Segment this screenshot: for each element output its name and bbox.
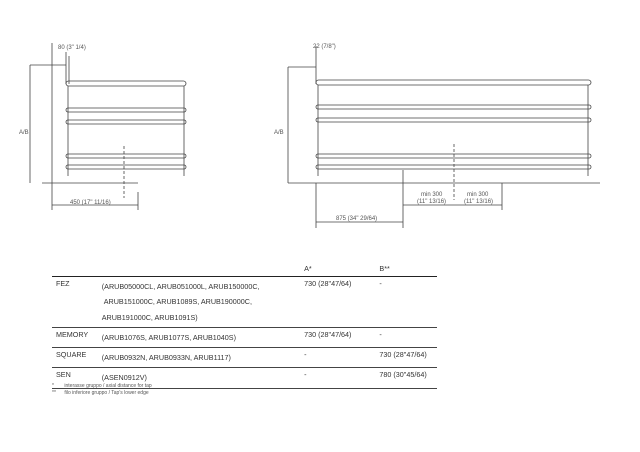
table-row — [52, 327, 437, 347]
right-top-dimension: 22 (7/8") — [313, 44, 336, 50]
right-min-right-line1: min 300 — [467, 192, 489, 198]
right-ab-label: A/B — [274, 130, 284, 136]
table-row — [52, 348, 437, 368]
row-codes: (ASEN0912V) — [102, 368, 304, 388]
table-header-row — [52, 261, 437, 277]
right-bottom-dimension: 875 (34" 29/64) — [336, 216, 378, 222]
table-row — [52, 277, 437, 328]
row-a-value: 730 (28"47/64) — [304, 277, 379, 328]
footnote — [52, 390, 152, 397]
footnotes — [52, 383, 152, 397]
row-a-value: - — [304, 368, 379, 388]
left-bathtub-side-view — [30, 43, 186, 210]
row-codes: (ARUB1076S, ARUB1077S, ARUB1040S) — [102, 327, 304, 347]
right-min-left-line1: min 300 — [421, 192, 443, 198]
footnote-mark: * — [52, 383, 54, 389]
right-min-right-line2: (11" 13/16) — [464, 199, 494, 205]
right-min-left-line2: (11" 13/16) — [417, 199, 447, 205]
row-codes: (ARUB0932N, ARUB0933N, ARUB1117) — [102, 348, 304, 368]
row-a-value: - — [304, 348, 379, 368]
left-ab-label: A/B — [19, 130, 29, 136]
row-name: MEMORY — [52, 327, 102, 347]
row-a-value: 730 (28"47/64) — [304, 327, 379, 347]
row-b-value: - — [379, 327, 437, 347]
footnote-text: interasse gruppo / axial distance for tap — [64, 383, 152, 389]
footnote-text: filo inferiore gruppo / Tap's lower edge — [64, 390, 149, 396]
left-top-dimension: 80 (3" 1/4) — [58, 45, 86, 51]
row-b-value: - — [379, 277, 437, 328]
footnote — [52, 383, 152, 390]
row-name: SQUARE — [52, 348, 102, 368]
header-col-a: A* — [304, 264, 312, 273]
footnote-mark: ** — [52, 390, 56, 396]
row-b-value: 730 (28"47/64) — [379, 348, 437, 368]
row-b-value: 780 (30"45/64) — [379, 368, 437, 388]
row-name: FEZ — [52, 277, 102, 328]
compatibility-table — [52, 261, 437, 389]
header-col-b: B** — [379, 264, 390, 273]
row-codes: (ARUB05000CL, ARUB051000L, ARUB150000C, ARUB151000C, ARUB1089S, ARUB190000C, ARUB191000C, ARUB1091S) — [102, 277, 304, 328]
row-name: SEN — [52, 368, 102, 388]
left-bottom-dimension: 450 (17" 11/16) — [70, 200, 111, 206]
